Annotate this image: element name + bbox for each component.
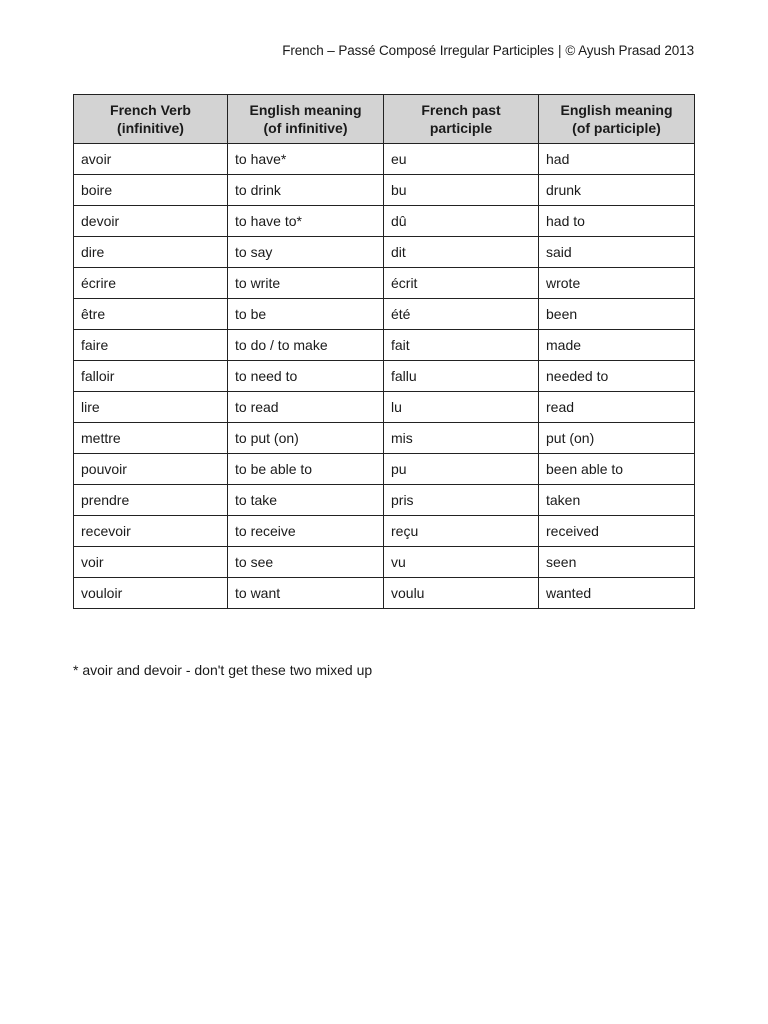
footnote: * avoir and devoir - don't get these two mixed up [73,662,373,678]
column-header-line: English meaning [560,102,673,118]
cell-english-participle: needed to [539,361,695,392]
cell-french-verb: avoir [74,144,228,175]
cell-french-verb: être [74,299,228,330]
cell-french-participle: voulu [384,578,539,609]
column-header-french-verb [74,95,228,144]
cell-french-participle: fallu [384,361,539,392]
cell-french-participle: vu [384,547,539,578]
cell-english-participle: put (on) [539,423,695,454]
table-row [74,516,695,547]
cell-english-participle: received [539,516,695,547]
table-row [74,454,695,485]
cell-french-verb: falloir [74,361,228,392]
cell-french-participle: écrit [384,268,539,299]
copyright-notice: © Ayush Prasad 2013 [565,43,694,58]
cell-french-participle: eu [384,144,539,175]
cell-french-verb: faire [74,330,228,361]
table-row [74,330,695,361]
cell-french-participle: bu [384,175,539,206]
cell-french-verb: voir [74,547,228,578]
cell-english-infinitive: to receive [228,516,384,547]
table-row [74,144,695,175]
cell-french-participle: pris [384,485,539,516]
document-title: French – Passé Composé Irregular Participles [282,43,554,58]
column-header-english-infinitive [228,95,384,144]
page-header [282,43,694,58]
cell-french-verb: vouloir [74,578,228,609]
column-header-line: (of participle) [572,120,661,136]
column-header-line: participle [429,120,493,136]
cell-french-verb: devoir [74,206,228,237]
cell-french-participle: reçu [384,516,539,547]
cell-english-participle: wanted [539,578,695,609]
cell-english-participle: taken [539,485,695,516]
cell-french-participle: dit [384,237,539,268]
table-body [74,144,695,609]
table-header-row [74,95,695,144]
cell-french-participle: pu [384,454,539,485]
column-header-line: French past [421,102,501,118]
cell-english-participle: wrote [539,268,695,299]
cell-french-verb: recevoir [74,516,228,547]
cell-english-infinitive: to be able to [228,454,384,485]
table-row [74,299,695,330]
table-row [74,423,695,454]
cell-french-verb: mettre [74,423,228,454]
cell-french-verb: prendre [74,485,228,516]
cell-english-infinitive: to take [228,485,384,516]
cell-french-participle: dû [384,206,539,237]
cell-english-participle: said [539,237,695,268]
cell-english-participle: seen [539,547,695,578]
cell-english-infinitive: to write [228,268,384,299]
cell-french-verb: boire [74,175,228,206]
table-row [74,175,695,206]
column-header-french-participle [384,95,539,144]
column-header-line: French Verb [110,102,191,118]
cell-english-participle: had to [539,206,695,237]
column-header-line: (of infinitive) [263,120,348,136]
cell-french-participle: été [384,299,539,330]
cell-english-participle: been able to [539,454,695,485]
table-row [74,268,695,299]
cell-english-participle: made [539,330,695,361]
cell-french-participle: lu [384,392,539,423]
cell-english-infinitive: to see [228,547,384,578]
cell-english-participle: drunk [539,175,695,206]
cell-english-infinitive: to want [228,578,384,609]
cell-french-verb: dire [74,237,228,268]
column-header-line: English meaning [249,102,362,118]
table-row [74,206,695,237]
cell-english-infinitive: to do / to make [228,330,384,361]
table-row [74,485,695,516]
cell-english-infinitive: to need to [228,361,384,392]
cell-english-infinitive: to put (on) [228,423,384,454]
cell-english-infinitive: to drink [228,175,384,206]
cell-french-participle: fait [384,330,539,361]
header-separator: | [557,43,562,58]
table-row [74,392,695,423]
cell-english-infinitive: to read [228,392,384,423]
cell-french-verb: pouvoir [74,454,228,485]
cell-french-verb: écrire [74,268,228,299]
cell-english-infinitive: to have* [228,144,384,175]
cell-english-participle: been [539,299,695,330]
cell-english-infinitive: to say [228,237,384,268]
cell-french-participle: mis [384,423,539,454]
table-row [74,578,695,609]
cell-english-infinitive: to have to* [228,206,384,237]
column-header-english-participle [539,95,695,144]
cell-english-participle: read [539,392,695,423]
cell-english-participle: had [539,144,695,175]
table-row [74,547,695,578]
column-header-line: (infinitive) [117,120,184,136]
table-row [74,361,695,392]
cell-english-infinitive: to be [228,299,384,330]
irregular-participles-table [73,94,695,609]
table-row [74,237,695,268]
cell-french-verb: lire [74,392,228,423]
